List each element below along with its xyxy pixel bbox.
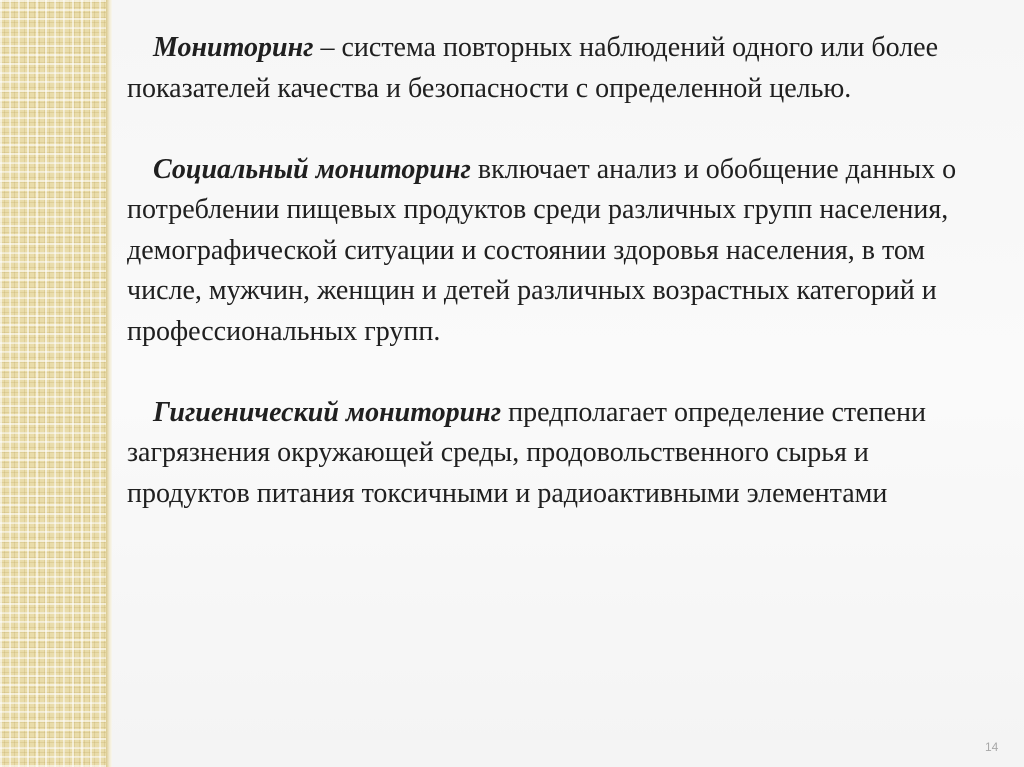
page-number: 14 [985, 740, 999, 754]
term-monitoring: Мониторинг [153, 32, 314, 63]
slide-content [127, 28, 997, 514]
paragraph-text: включает анализ и обобщение данных о потреблении пищевых продуктов среди различных групп населения, демографической ситуации и состоянии здоровья населения, в том числе, мужчин, женщин и детей различных возрастных категорий и профессиональных групп. [127, 153, 957, 347]
term-social-monitoring: Социальный мониторинг [153, 153, 471, 185]
decorative-side-pattern [0, 0, 106, 767]
paragraph-monitoring-definition [127, 28, 997, 109]
paragraph-text: – система повторных наблюдений одного или более показателей качества и безопасности с определенной целью. [127, 32, 939, 104]
paragraph-text: предполагает определение степени загрязнения окружающей среды, продовольственного сырья и продуктов питания токсичными и радиоактивными элементами [127, 396, 926, 509]
paragraph-social-monitoring [127, 150, 997, 353]
paragraph-hygienic-monitoring [127, 393, 997, 515]
term-hygienic-monitoring: Гигиенический мониторинг [153, 396, 502, 428]
